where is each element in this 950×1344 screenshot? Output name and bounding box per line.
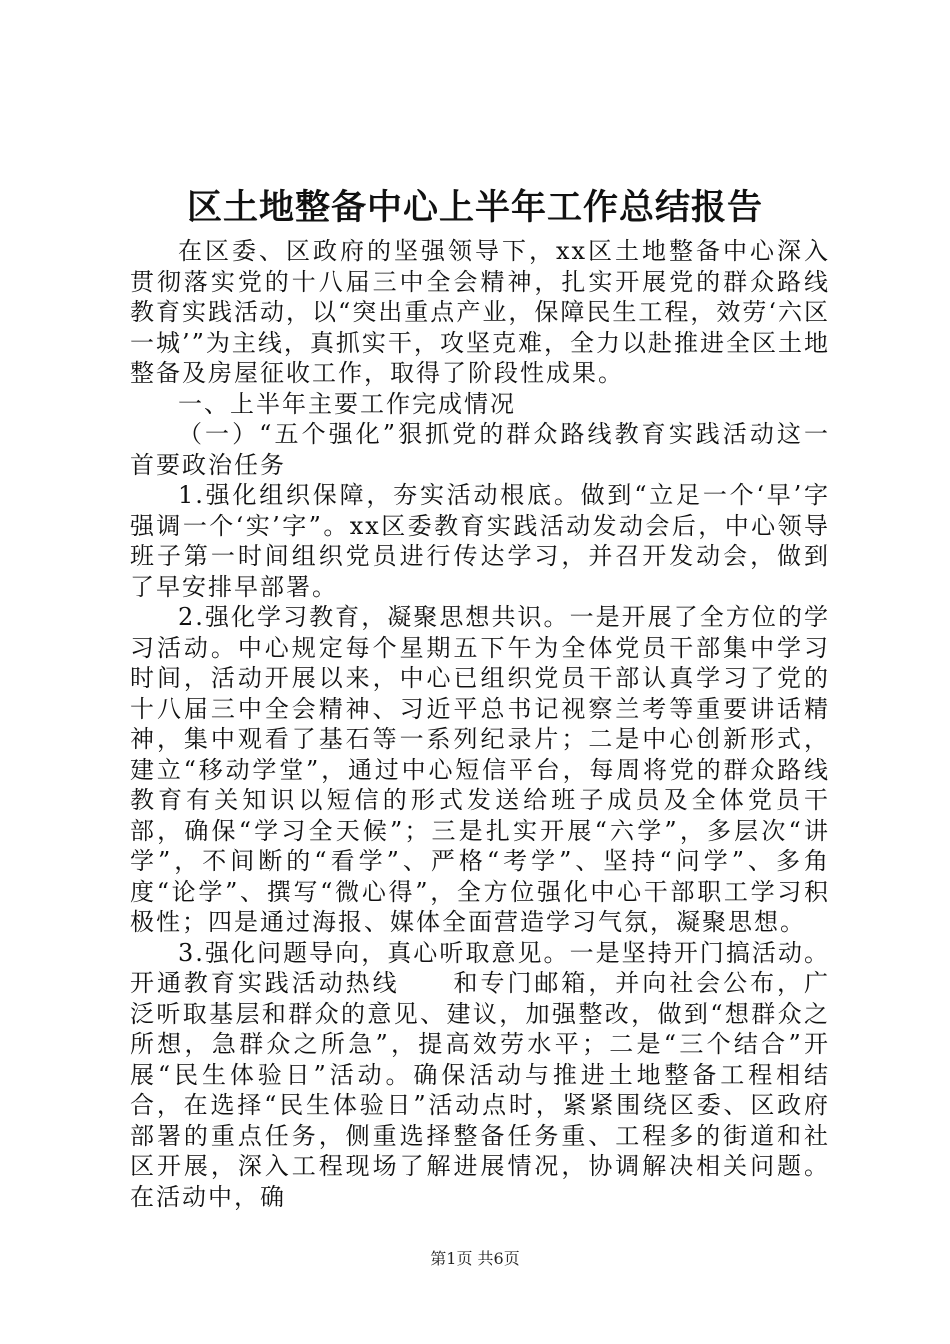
- page-footer: 第1页 共6页: [430, 1249, 520, 1268]
- paragraph-intro: 在区委、区政府的坚强领导下，xx区土地整备中心深入贯彻落实党的十八届三中全会精神，扎实开展党的群众路线教育实践活动，以“突出重点产业，保障民生工程，效劳‘六区一城’”为主线，真抓实干，攻坚克难，全力以赴推进全区土地整备及房屋征收工作，取得了阶段性成果。: [130, 237, 830, 387]
- document-title: 区土地整备中心上半年工作总结报告: [186, 187, 763, 228]
- subsection-heading: （一）“五个强化”狠抓党的群众路线教育实践活动这一首要政治任务: [130, 420, 830, 479]
- paragraph-item-2: 2.强化学习教育，凝聚思想共识。一是开展了全方位的学习活动。中心规定每个星期五下午为全体党员干部集中学习时间，活动开展以来，中心已组织党员干部认真学习了党的十八届三中全会精神、习近平总书记视察兰考等重要讲话精神，集中观看了基石等一系列纪录片；二是中心创新形式，建立“移动学堂”，通过中心短信平台，每周将党的群众路线教育有关知识以短信的形式发送给班子成员及全体党员干部，确保“学习全天候”；三是扎实开展“六学”，多层次“讲学”，不间断的“看学”、严格“考学”、坚持“问学”、多角度“论学”、撰写“微心得”，全方位强化中心干部职工学习积极性；四是通过海报、媒体全面营造学习气氛，凝聚思想。: [130, 603, 830, 936]
- paragraph-item-1: 1.强化组织保障，夯实活动根底。做到“立足一个‘早’字强调一个‘实’字”。xx区委教育实践活动发动会后，中心领导班子第一时间组织党员进行传达学习，并召开发动会，做到了早安排早部署。: [130, 481, 830, 601]
- paragraph-item-3: 3.强化问题导向，真心听取意见。一是坚持开门搞活动。开通教育实践活动热线 和专门邮箱，并向社会公布，广泛听取基层和群众的意见、建议，加强整改，做到“想群众之所想，急群众之所急”，提高效劳水平；二是“三个结合”开展“民生体验日”活动。确保活动与推进土地整备工程相结合，在选择“民生体验日”活动点时，紧紧围绕区委、区政府部署的重点任务，侧重选择整备任务重、工程多的街道和社区开展，深入工程现场了解进展情况，协调解决相关问题。在活动中，确: [130, 938, 830, 1211]
- document-body: [130, 236, 830, 1212]
- section-heading: 一、上半年主要工作完成情况: [178, 389, 516, 418]
